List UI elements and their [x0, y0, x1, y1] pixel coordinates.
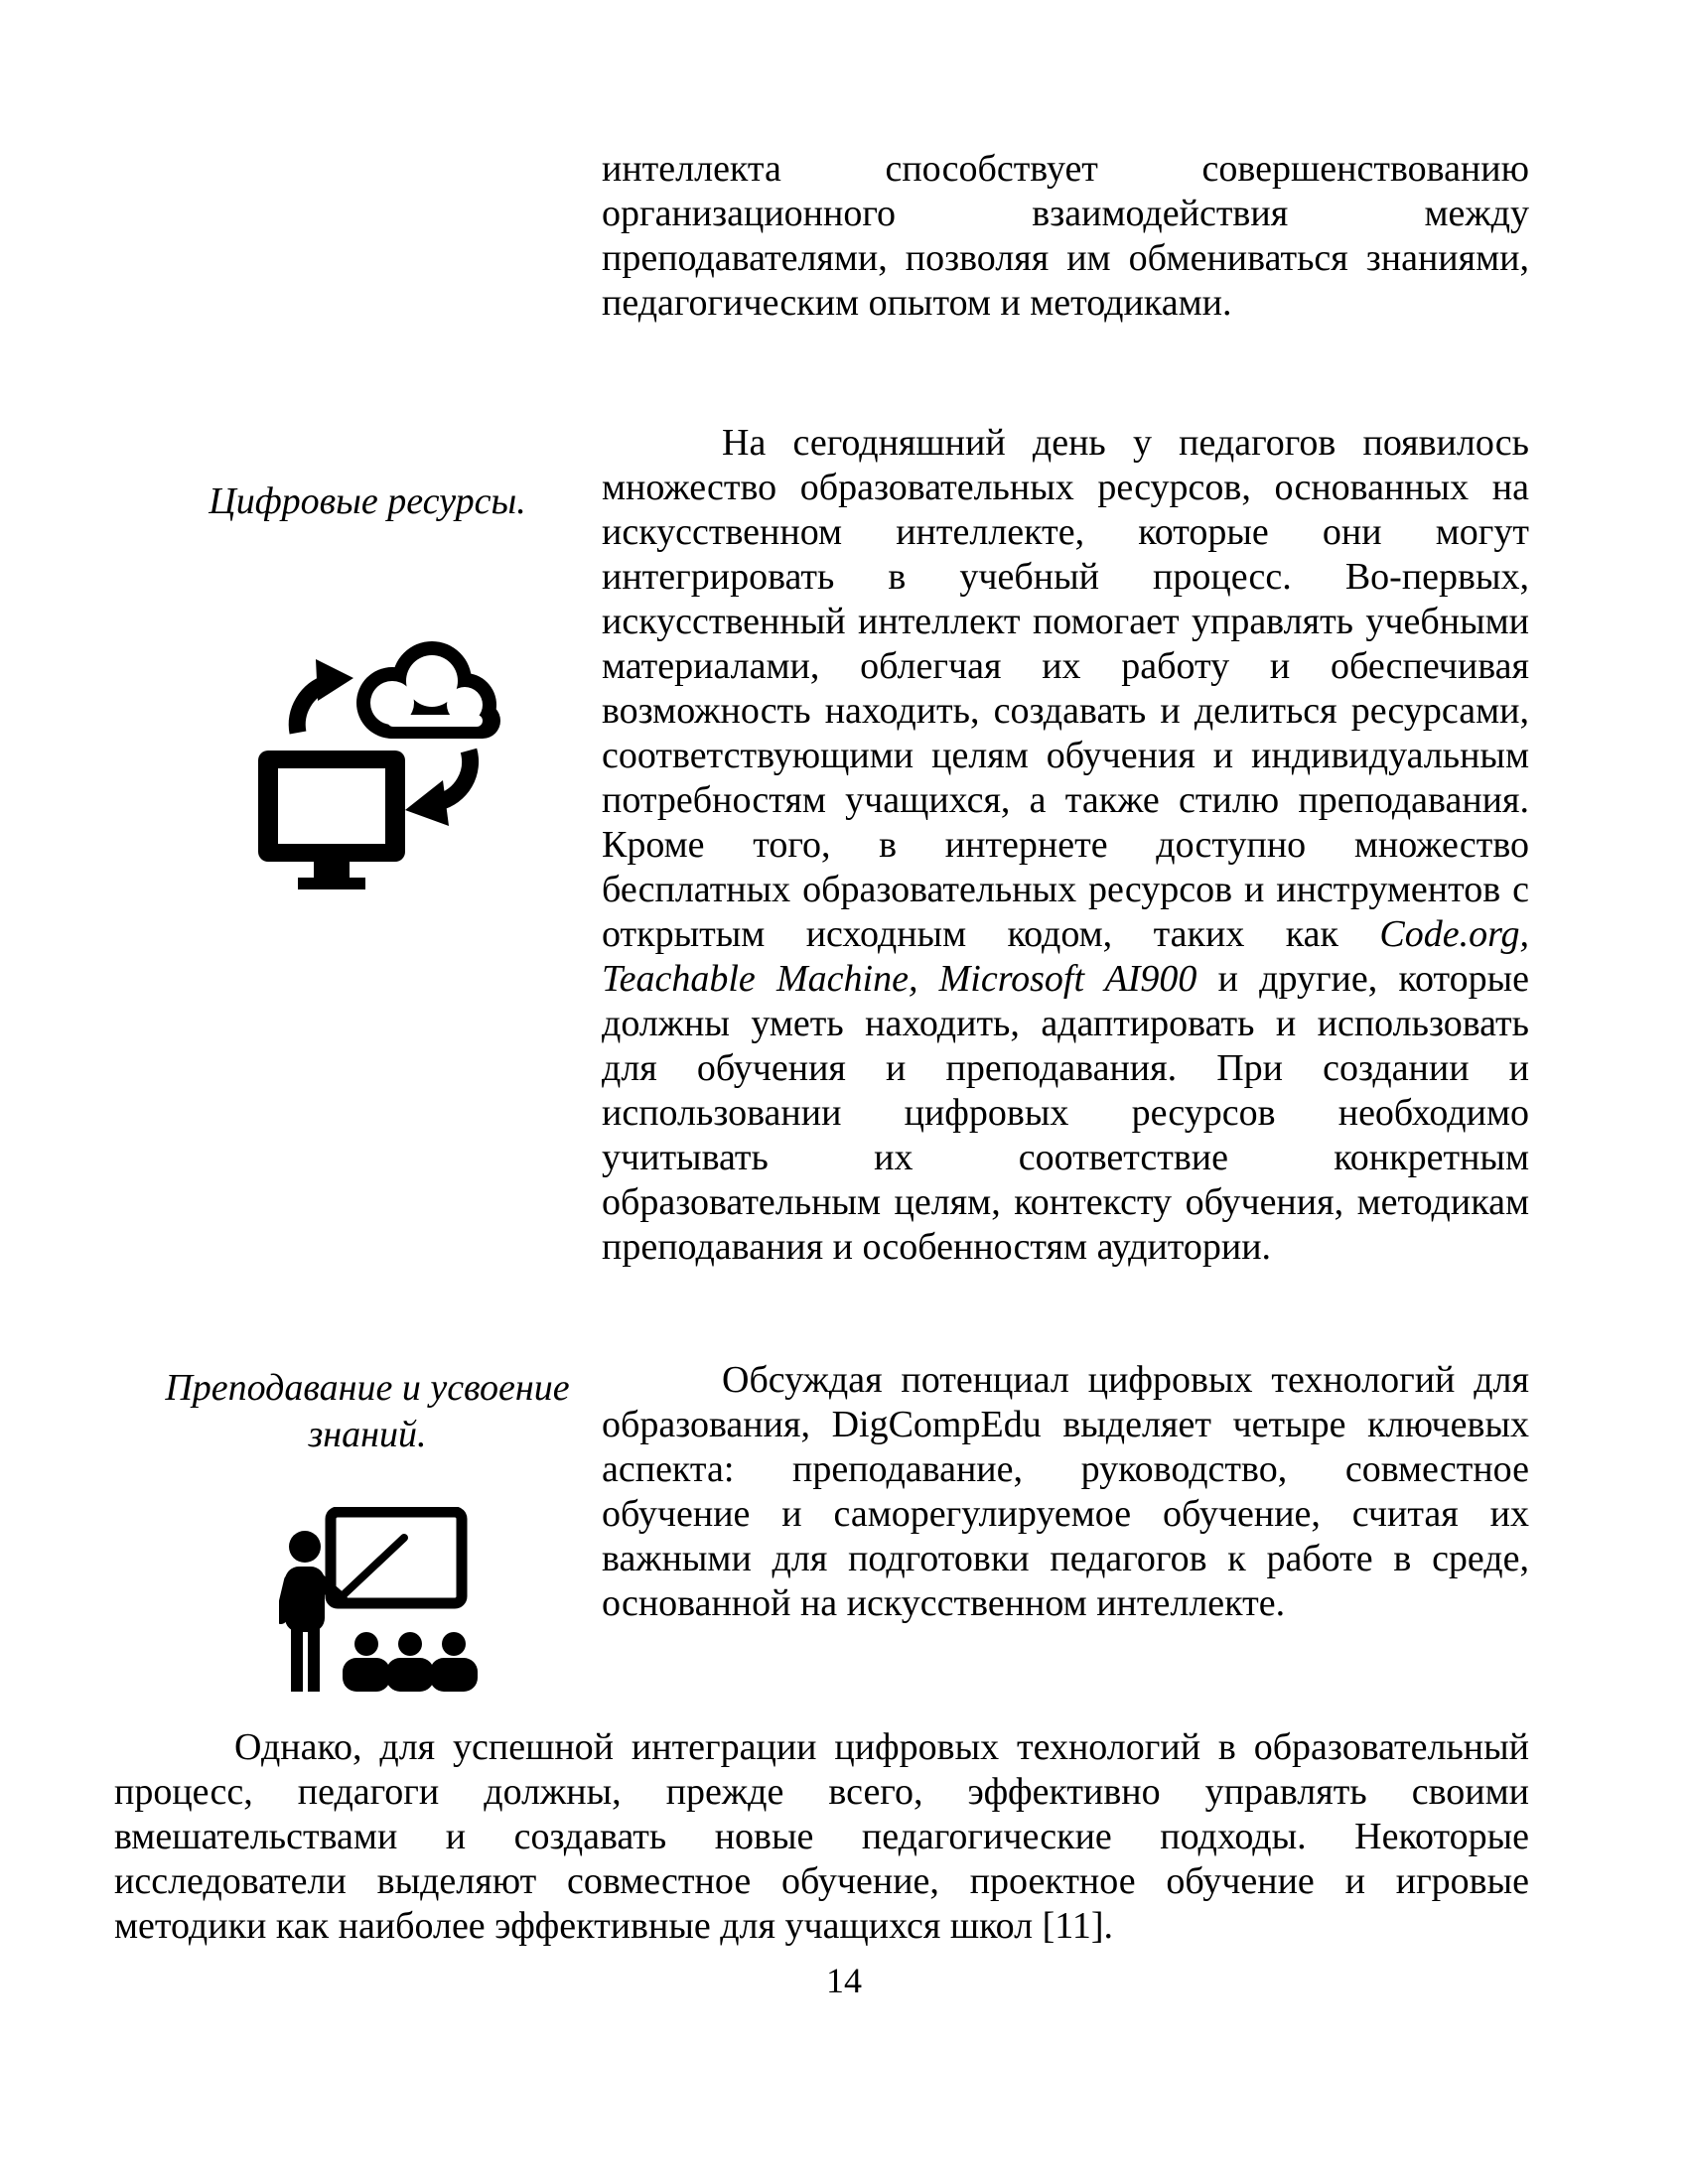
margin-label-teaching: Преподавание и усвоение знаний. — [165, 1367, 570, 1455]
margin-label-digital-resources: Цифровые ресурсы. — [209, 480, 526, 522]
paragraph-digital-resources-text-2: и другие, которые должны уметь находить, адаптировать и использовать для обучения и преподавания. При создании и использовании цифровых ресурсов необходимо учитывать их соответствие конкретным образовательным целям, контексту обучения, методикам преподавания и особенностям аудитории. — [602, 958, 1529, 1268]
cloud-sync-monitor-icon — [258, 633, 508, 889]
paragraph-closing: Однако, для успешной интеграции цифровых технологий в образовательный процесс, педагоги должны, прежде всего, эффективно управлять своими вмешательствами и создавать новые педагогические подходы. Некоторые исследователи выделяют совместное обучение, проектное обучение и игровые методики как наиболее эффективные для учащихся школ [11]. — [114, 1726, 1529, 1947]
paragraph-continuation: интеллекта способствует совершенствованию организационного взаимодействия между преподавателями, позволяя им обмениваться знаниями, педагогическим опытом и методиками. — [602, 148, 1529, 324]
paragraph-digital-resources — [602, 421, 1529, 1270]
paragraph-digital-resources-text-1: На сегодняшний день у педагогов появилось множество образовательных ресурсов, основанных на искусственном интеллекте, которые они могут интегрировать в учебный процесс. Во-первых, искусственный интеллект помогает управлять учебными материалами, облегчая их работу и обеспечивая возможность находить, создавать и делиться ресурсами, соответствующими целям обучения и индивидуальным потребностям учащихся, а также стилю преподавания. Кроме того, в интернете доступно множество бесплатных образовательных ресурсов и инструментов с открытым исходным кодом, таких как — [602, 422, 1529, 955]
paragraph-teaching: Обсуждая потенциал цифровых технологий для образования, DigCompEdu выделяет четыре ключевых аспекта: преподавание, руководство, совместное обучение и саморегулируемое обучение, считая их важными для подготовки педагогов к работе в среде, основанной на искусственном интеллекте. — [602, 1359, 1529, 1624]
paragraph-digital-resources-italic-tools: Code.org, Teachable Machine, Microsoft AI900 — [602, 913, 1529, 1000]
page-number: 14 — [826, 1961, 862, 2000]
teacher-whiteboard-audience-icon — [279, 1507, 482, 1694]
